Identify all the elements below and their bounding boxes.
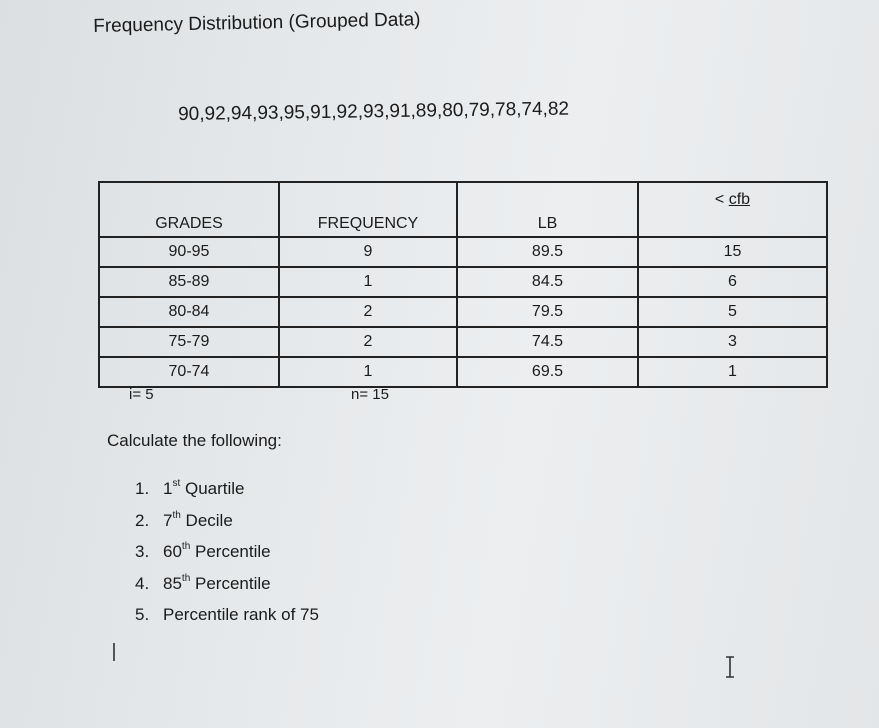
cell-lb: 69.5 <box>457 357 638 387</box>
list-item <box>135 535 319 567</box>
list-item-number: 4. <box>135 573 150 593</box>
list-item-text-suffix: Percentile <box>190 573 271 593</box>
list-item-text: 1 <box>163 479 173 498</box>
cell-frequency: 1 <box>279 357 457 387</box>
list-item-superscript: th <box>172 509 181 521</box>
header-lb: LB <box>457 182 638 237</box>
list-item <box>135 598 319 630</box>
header-cfb-label: cfb <box>728 191 751 208</box>
frequency-distribution-table <box>98 181 828 388</box>
cell-cfb: 5 <box>638 297 827 327</box>
cell-frequency: 9 <box>279 237 457 267</box>
table-row <box>99 267 827 297</box>
list-item-number: 5. <box>135 605 150 624</box>
cell-frequency: 1 <box>279 267 457 297</box>
frequency-table-container <box>98 181 826 388</box>
cell-lb: 74.5 <box>457 327 638 357</box>
list-item-text: Percentile rank of 75 <box>163 605 319 624</box>
table-row <box>99 237 827 267</box>
list-item-text: 60 <box>163 542 182 561</box>
document-title: Frequency Distribution (Grouped Data) <box>93 9 421 37</box>
raw-data-values: 90,92,94,93,95,91,92,93,91,89,80,79,78,74,82 <box>178 98 570 125</box>
table-row <box>99 327 827 357</box>
header-cfb <box>638 182 827 237</box>
instructions-heading: Calculate the following: <box>107 431 282 450</box>
cell-frequency: 2 <box>279 327 457 357</box>
task-list <box>135 472 319 630</box>
table-row <box>99 357 827 387</box>
header-cfb-symbol: < <box>714 191 725 208</box>
total-n-note: n= 15 <box>351 386 389 403</box>
table-row <box>99 297 827 327</box>
text-cursor-icon <box>723 655 737 679</box>
cell-lb: 84.5 <box>457 267 638 297</box>
text-caret-mark <box>113 643 115 661</box>
list-item-number: 2. <box>135 510 150 530</box>
cell-grades: 70-74 <box>99 357 279 387</box>
cell-cfb: 1 <box>638 357 827 387</box>
cell-cfb: 6 <box>638 267 827 297</box>
list-item <box>135 504 319 536</box>
list-item-superscript: st <box>172 478 181 489</box>
cell-lb: 89.5 <box>457 237 638 267</box>
list-item-number: 3. <box>135 542 150 561</box>
list-item-text-suffix: Quartile <box>180 479 245 498</box>
list-item-number: 1. <box>135 479 150 498</box>
list-item-text-suffix: Decile <box>180 510 233 530</box>
header-grades: GRADES <box>99 182 279 237</box>
cell-frequency: 2 <box>279 297 457 327</box>
cell-cfb: 3 <box>638 327 827 357</box>
cell-grades: 80-84 <box>99 297 279 327</box>
list-item-superscript: th <box>181 541 191 552</box>
list-item-text: 85 <box>163 573 182 593</box>
list-item-superscript: th <box>181 572 191 584</box>
table-header-row <box>99 182 827 237</box>
cell-grades: 75-79 <box>99 327 279 357</box>
list-item-text-suffix: Percentile <box>190 542 271 561</box>
cell-cfb: 15 <box>638 237 827 267</box>
class-interval-note: i= 5 <box>129 386 154 403</box>
list-item <box>135 472 319 504</box>
cell-grades: 90-95 <box>99 237 279 267</box>
cell-grades: 85-89 <box>99 267 279 297</box>
header-frequency: FREQUENCY <box>279 182 457 237</box>
list-item-text: 7 <box>163 510 173 530</box>
list-item <box>135 567 319 599</box>
cell-lb: 79.5 <box>457 297 638 327</box>
